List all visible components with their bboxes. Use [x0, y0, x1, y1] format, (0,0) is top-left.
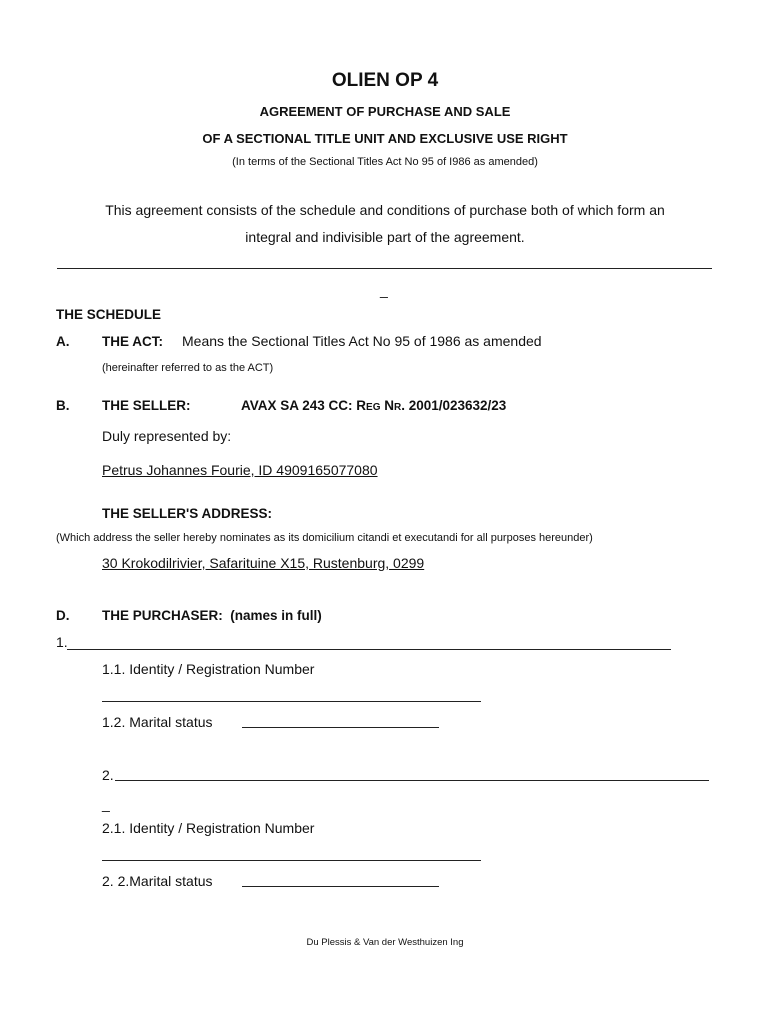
intro-line1: This agreement consists of the schedule and conditions of purchase both of which form an — [105, 202, 665, 218]
purchaser-1-name-field[interactable] — [67, 649, 671, 650]
purchaser-2-id-label: 2.1. Identity / Registration Number — [102, 820, 315, 836]
purchaser-1-marital-field[interactable] — [242, 727, 439, 728]
purchaser-2-number: 2. — [102, 767, 114, 783]
act-label: THE ACT: — [102, 334, 163, 349]
seller-reg-small-caps-eg: EG — [366, 402, 381, 413]
document-title: OLIEN OP 4 — [331, 70, 439, 91]
intro-divider — [57, 268, 712, 269]
seller-name: AVAX SA 243 CC: R — [241, 398, 367, 413]
purchaser-label — [102, 608, 322, 623]
seller-representative: Petrus Johannes Fourie, ID 4909165077080 — [102, 462, 378, 478]
act-letter: A. — [56, 334, 70, 349]
seller-reg-small-caps-r: R — [393, 402, 402, 413]
purchaser-label-main: THE PURCHASER: — [102, 608, 223, 623]
purchaser-1-marital-label: 1.2. Marital status — [102, 714, 213, 730]
seller-name-registration — [241, 398, 506, 413]
purchaser-2-marital-label: 2. 2.Marital status — [102, 873, 213, 889]
intro-line2: integral and indivisible part of the agreement. — [245, 229, 525, 245]
purchaser-2-stray-mark: _ — [102, 796, 110, 812]
purchaser-2-id-field[interactable] — [102, 860, 481, 861]
purchaser-2-marital-field[interactable] — [242, 886, 439, 887]
seller-address: 30 Krokodilrivier, Safarituine X15, Rustenburg, 0299 — [102, 555, 425, 571]
purchaser-1-number: 1. — [56, 634, 68, 650]
seller-label: THE SELLER: — [102, 398, 191, 413]
schedule-heading: THE SCHEDULE — [56, 307, 162, 322]
seller-reg-n: N — [380, 398, 394, 413]
document-subtitle-line1: AGREEMENT OF PURCHASE AND SALE — [259, 104, 511, 119]
footer-firm: Du Plessis & Van der Westhuizen Ing — [306, 937, 464, 948]
purchaser-1-id-field[interactable] — [102, 701, 481, 702]
act-text: Means the Sectional Titles Act No 95 of 1986 as amended — [182, 333, 542, 349]
document-subtitle-line2: OF A SECTIONAL TITLE UNIT AND EXCLUSIVE USE RIGHT — [202, 131, 568, 146]
seller-address-note: (Which address the seller hereby nominates as its domicilium citandi et executandi for all purposes hereunder) — [56, 532, 593, 544]
purchaser-letter: D. — [56, 608, 70, 623]
purchaser-1-id-label: 1.1. Identity / Registration Number — [102, 661, 315, 677]
seller-reg-number: . 2001/023632/23 — [401, 398, 507, 413]
act-note: (In terms of the Sectional Titles Act No 95 of I986 as amended) — [232, 156, 538, 168]
purchaser-2-name-field[interactable] — [115, 780, 709, 781]
seller-letter: B. — [56, 398, 70, 413]
act-hereinafter-note: (hereinafter referred to as the ACT) — [102, 362, 274, 374]
seller-represented-label: Duly represented by: — [102, 428, 232, 444]
seller-address-label: THE SELLER'S ADDRESS: — [102, 506, 272, 521]
purchaser-label-suffix: (names in full) — [230, 608, 322, 623]
intro-stray-mark: _ — [380, 282, 388, 298]
